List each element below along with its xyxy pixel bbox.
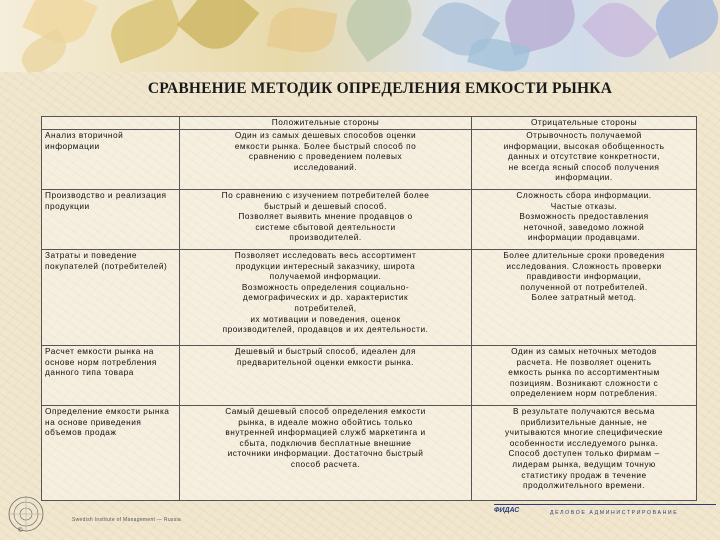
method-cell: Затраты и поведение покупателей (потребителей)	[42, 250, 180, 346]
comparison-table	[41, 116, 697, 501]
table-row	[42, 130, 697, 190]
pros-cell: Позволяет исследовать весь ассортимент продукции интересный заказчику, широта получаемой информации. Возможность определения социально- демографических и др. характеристик потребителей, их мотивации и поведения, оценок производителей, продавцов и их деятельности.	[180, 250, 472, 346]
method-cell: Расчет емкости рынка на основе норм потребления данного типа товара	[42, 346, 180, 406]
cons-cell: В результате получаются весьма приблизительные данные, не учитываются многие специфические особенности исследуемого рынка. Способ доступен только фирмам – лидерам рынка, ведущим точную статистику продаж в течение продолжительного времени.	[472, 406, 697, 501]
table-header-row	[42, 117, 697, 130]
leaf-decoration	[104, 0, 186, 64]
decorative-banner	[0, 0, 720, 72]
leaf-decoration	[647, 0, 720, 59]
table-row	[42, 406, 697, 501]
table-row	[42, 346, 697, 406]
footer-divider	[494, 504, 716, 505]
header-cons: Отрицательные стороны	[472, 117, 697, 130]
method-cell: Анализ вторичной информации	[42, 130, 180, 190]
footer-institute: Swedish Institute of Management — Russia	[72, 517, 181, 523]
pros-cell: Дешевый и быстрый способ, идеален для предварительной оценки емкости рынка.	[180, 346, 472, 406]
pros-cell: По сравнению с изучением потребителей более быстрый и дешевый способ. Позволяет выявить мнение продавцов о системе сбытовой деятельности производителей.	[180, 190, 472, 250]
seal-icon	[6, 494, 46, 534]
leaf-decoration	[335, 0, 424, 62]
cons-cell: Сложность сбора информации. Частые отказы. Возможность предоставления неточной, заведомо ложной информации продавцами.	[472, 190, 697, 250]
footer-slogan: ДЕЛОВОЕ АДМИНИСТРИРОВАНИЕ	[550, 510, 679, 516]
leaf-decoration	[582, 0, 658, 68]
pros-cell: Один из самых дешевых способов оценки емкости рынка. Более быстрый способ по сравнению с проведением полевых исследований.	[180, 130, 472, 190]
method-cell: Производство и реализация продукции	[42, 190, 180, 250]
pros-cell: Самый дешевый способ определения емкости рынка, в идеале можно обойтись только внутренней информацией служб маркетинга и сбыта, подключив бесплатные внешние источники информации. Достаточно быстрый способ расчета.	[180, 406, 472, 501]
method-cell: Определение емкости рынка на основе приведения объемов продаж	[42, 406, 180, 501]
slide-title: СРАВНЕНИЕ МЕТОДИК ОПРЕДЕЛЕНИЯ ЕМКОСТИ РЫНКА	[147, 80, 613, 97]
header-pros: Положительные стороны	[180, 117, 472, 130]
header-method	[42, 117, 180, 130]
table-row	[42, 250, 697, 346]
corner-mark: ©	[18, 528, 23, 534]
cons-cell: Отрывочность получаемой информации, высокая обобщенность данных и отсутствие конкретности, не всегда ясный способ получения информации.	[472, 130, 697, 190]
leaf-decoration	[177, 0, 260, 61]
table-row	[42, 190, 697, 250]
cons-cell: Один из самых неточных методов расчета. Не позволяет оценить емкость рынка по ассортиментным позициям. Возникают сложности с определением норм потребления.	[472, 346, 697, 406]
footer-logo: ФИДАС	[494, 507, 520, 514]
cons-cell: Более длительные сроки проведения исследования. Сложность проверки правдивости информации, полученной от потребителей. Более затратный метод.	[472, 250, 697, 346]
leaf-decoration	[267, 3, 338, 57]
